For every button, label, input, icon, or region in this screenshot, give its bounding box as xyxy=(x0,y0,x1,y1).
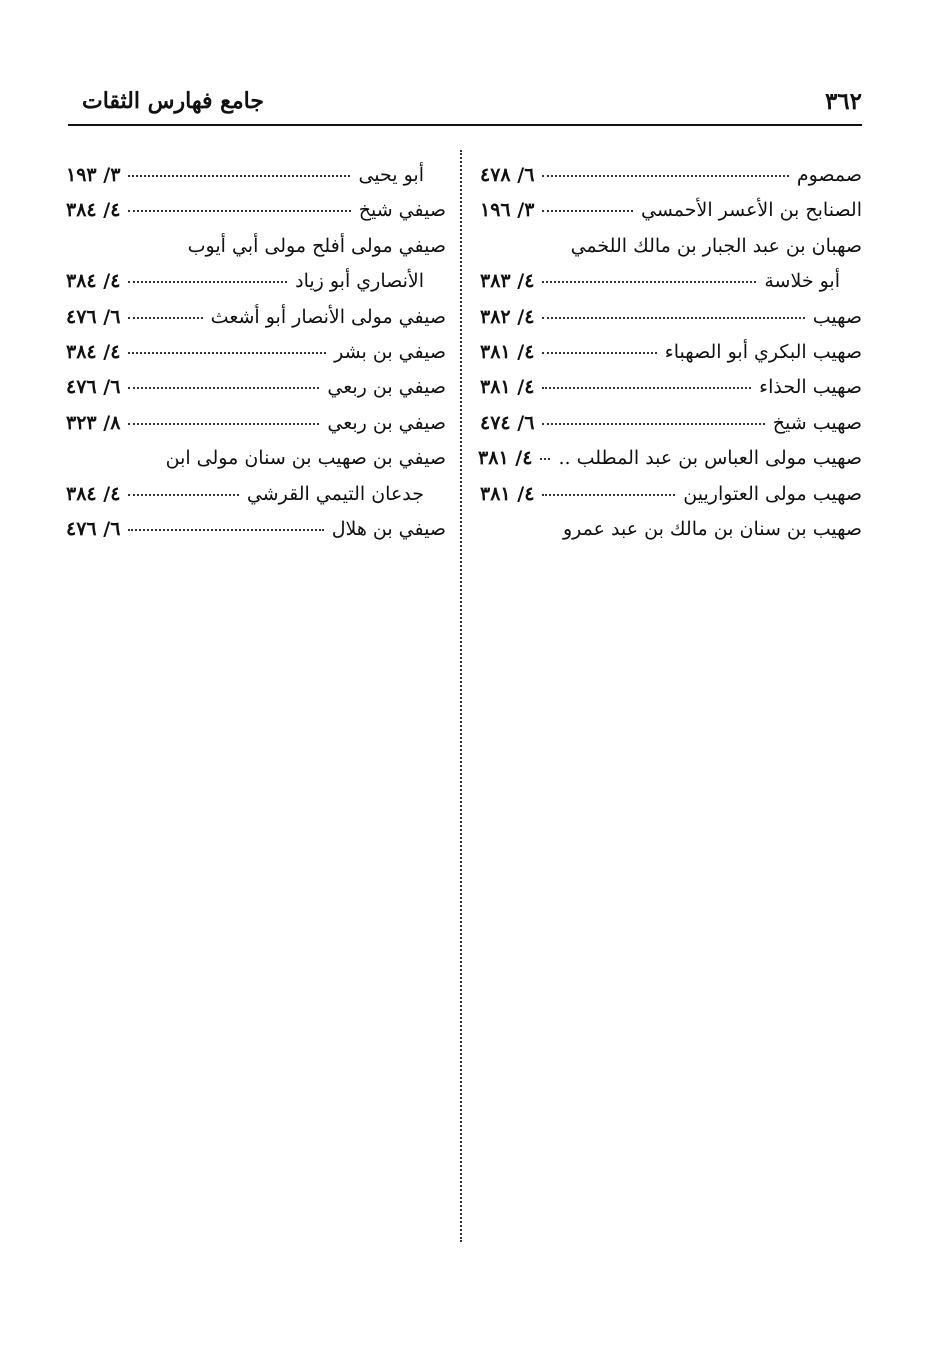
index-entry xyxy=(480,229,862,264)
index-entry-continuation xyxy=(66,158,446,193)
entry-name: صيفي مولى أفلح مولى أبي أيوب xyxy=(187,234,446,257)
index-entry-continuation xyxy=(66,477,446,512)
entry-name: أبو يحيى xyxy=(358,164,424,186)
leader-dots xyxy=(542,386,751,389)
entry-reference: ٤/ ٣٨١ xyxy=(478,447,533,470)
entry-name: صمصوم xyxy=(796,164,862,186)
index-entry xyxy=(480,512,862,547)
entry-name: صهيب مولى العباس بن عبد المطلب .. xyxy=(558,447,862,470)
page-number: ٣٦٢ xyxy=(824,88,862,115)
entry-reference: ٤/ ٣٨١ xyxy=(480,376,535,399)
leader-dots xyxy=(542,209,633,212)
index-entry xyxy=(66,193,446,228)
leader-dots xyxy=(542,422,764,425)
index-entry xyxy=(66,512,446,547)
entry-reference: ٤/ ٣٨٣ xyxy=(480,270,535,293)
entry-name: صهيب مولى العتواريين xyxy=(683,482,862,505)
index-entry xyxy=(480,193,862,228)
leader-dots xyxy=(128,174,350,177)
index-entry xyxy=(66,406,446,441)
entry-name: صيفي بن صهيب بن سنان مولى ابن xyxy=(165,447,446,470)
leader-dots xyxy=(128,386,319,389)
entry-name: صهيب بن سنان بن مالك بن عبد عمرو xyxy=(563,517,862,540)
entry-reference: ٤/ ٣٨١ xyxy=(480,340,535,363)
index-entry-continuation xyxy=(66,264,446,299)
entry-name: صهيب البكري أبو الصهباء xyxy=(664,340,862,363)
entry-name: صهبان بن عبد الجبار بن مالك اللخمي xyxy=(570,234,862,257)
right-column xyxy=(480,158,862,547)
leader-dots xyxy=(128,316,202,319)
index-entry xyxy=(480,335,862,370)
entry-name: صيفي بن ربعي xyxy=(327,411,446,434)
leader-dots xyxy=(542,316,804,319)
leader-dots xyxy=(128,280,287,283)
leader-dots xyxy=(540,457,550,460)
entry-name: صهيب شيخ xyxy=(772,411,862,434)
page-header xyxy=(68,84,862,126)
leader-dots xyxy=(542,174,788,177)
index-entry xyxy=(66,335,446,370)
leader-dots xyxy=(542,351,656,354)
entry-name: صيفي مولى الأنصار أبو أشعث xyxy=(210,305,446,328)
index-entry xyxy=(480,158,862,193)
entry-name: أبو خلاسة xyxy=(764,270,840,293)
entry-reference: ٤/ ٣٨٢ xyxy=(480,305,535,328)
leader-dots xyxy=(128,528,323,531)
entry-name: صيفي بن بشر xyxy=(334,340,446,363)
index-entry xyxy=(480,300,862,335)
index-entry xyxy=(66,441,446,476)
leader-dots xyxy=(128,493,238,496)
leader-dots xyxy=(128,422,319,425)
entry-reference: ٦/ ٤٧٨ xyxy=(480,164,535,186)
entry-reference: ٨/ ٣٢٣ xyxy=(66,411,121,434)
entry-reference: ٤/ ٣٨١ xyxy=(480,482,535,505)
entry-reference: ٦/ ٤٧٦ xyxy=(66,517,121,540)
index-entry xyxy=(480,477,862,512)
entry-name: صيفي بن ربعي xyxy=(327,376,446,399)
leader-dots xyxy=(542,280,756,283)
index-entry-continuation xyxy=(480,264,862,299)
entry-name: صهيب xyxy=(812,305,862,328)
index-entry xyxy=(66,300,446,335)
entry-name: جدعان التيمي القرشي xyxy=(246,482,424,505)
index-entry xyxy=(66,229,446,264)
entry-name: الأنصاري أبو زياد xyxy=(295,270,424,293)
entry-reference: ٦/ ٤٧٤ xyxy=(480,411,535,434)
entry-reference: ٤/ ٣٨٤ xyxy=(66,482,121,505)
entry-reference: ٣/ ١٩٦ xyxy=(480,199,535,222)
entry-name: صيفي شيخ xyxy=(358,199,446,222)
running-title: جامع فهارس الثقات xyxy=(82,88,264,114)
entry-name: صهيب الحذاء xyxy=(759,376,862,399)
leader-dots xyxy=(542,493,675,496)
entry-reference: ٤/ ٣٨٤ xyxy=(66,340,121,363)
leader-dots xyxy=(128,351,326,354)
entry-name: صيفي بن هلال xyxy=(331,517,446,540)
index-entry xyxy=(480,406,862,441)
leader-dots xyxy=(128,209,350,212)
index-entry xyxy=(480,370,862,405)
entry-reference: ٦/ ٤٧٦ xyxy=(66,305,121,328)
left-column xyxy=(66,158,446,547)
entry-reference: ٤/ ٣٨٤ xyxy=(66,199,121,222)
index-entry xyxy=(480,441,862,476)
index-entry xyxy=(66,370,446,405)
entry-name: الصنابح بن الأعسر الأحمسي xyxy=(640,199,862,222)
entry-reference: ٣/ ١٩٣ xyxy=(66,164,121,186)
entry-reference: ٤/ ٣٨٤ xyxy=(66,270,121,293)
column-divider xyxy=(460,150,462,1242)
entry-reference: ٦/ ٤٧٦ xyxy=(66,376,121,399)
